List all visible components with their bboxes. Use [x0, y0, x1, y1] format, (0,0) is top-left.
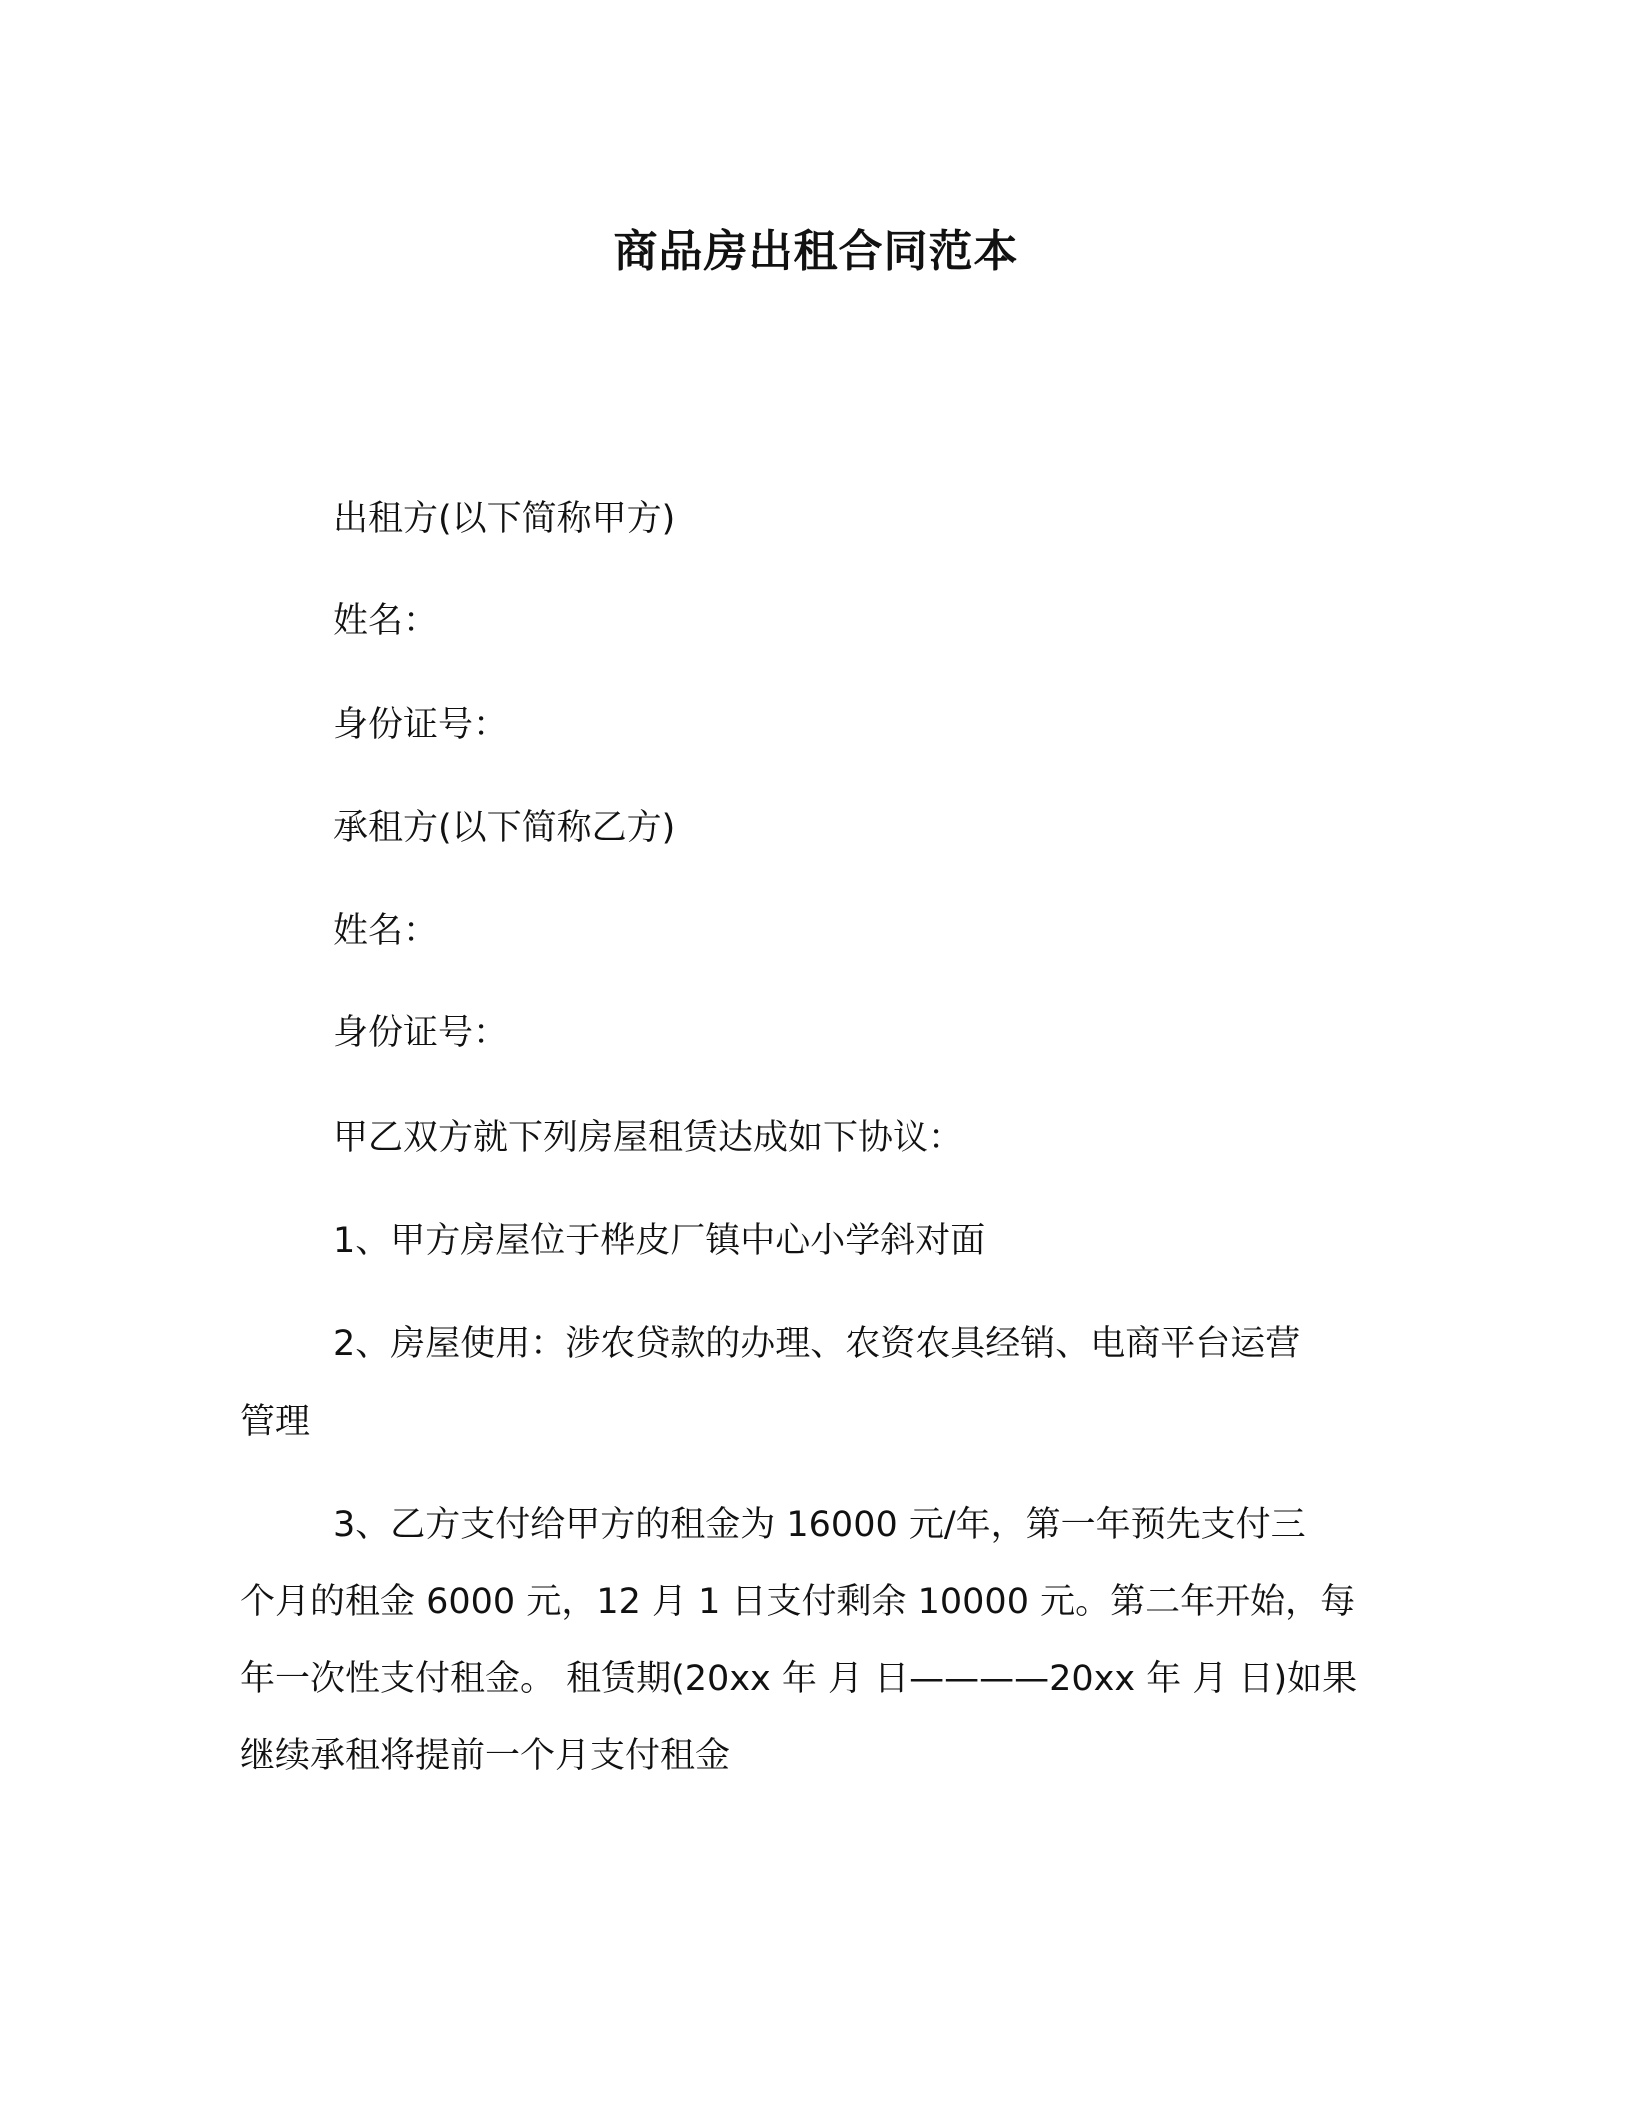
clause-2-line-2: 管理: [240, 1402, 311, 1442]
agreement-intro: 甲乙双方就下列房屋租赁达成如下协议：: [333, 1118, 964, 1158]
lessee-id-field: 身份证号：: [333, 1013, 509, 1053]
lessee-name-field: 姓名：: [333, 911, 439, 951]
lessor-heading: 出租方(以下简称甲方): [333, 499, 676, 539]
clause-2-line-1: 2、房屋使用：涉农贷款的办理、农资农具经销、电商平台运营: [333, 1324, 1301, 1364]
clause-3-line-3: 年一次性支付租金。 租赁期(20xx 年 月 日————20xx 年 月 日)如果: [240, 1659, 1358, 1699]
lessor-name-field: 姓名：: [333, 601, 439, 641]
lessor-id-field: 身份证号：: [333, 705, 509, 745]
clause-3-line-2: 个月的租金 6000 元，12 月 1 日支付剩余 10000 元。第二年开始，每: [240, 1582, 1356, 1622]
lessee-heading: 承租方(以下简称乙方): [333, 808, 676, 848]
document-title: 商品房出租合同范本: [613, 226, 1019, 277]
clause-3-line-1: 3、乙方支付给甲方的租金为 16000 元/年，第一年预先支付三: [333, 1505, 1306, 1545]
clause-1: 1、甲方房屋位于桦皮厂镇中心小学斜对面: [333, 1221, 986, 1261]
clause-3-line-4: 继续承租将提前一个月支付租金: [240, 1736, 731, 1776]
